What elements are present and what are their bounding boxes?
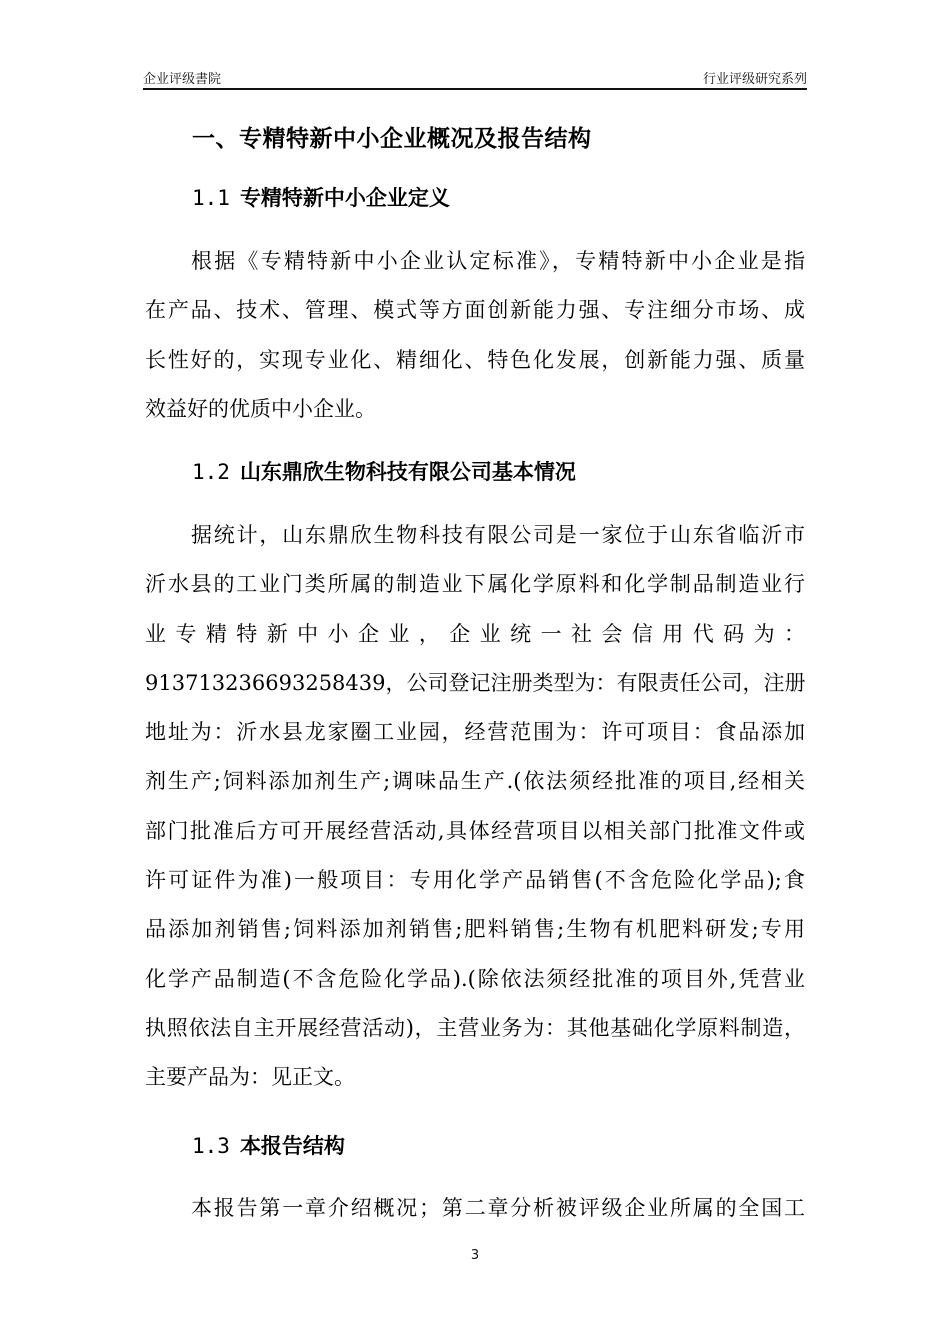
header-publisher: 企业评级書院 — [143, 72, 222, 87]
text-line: 剂生产;饲料添加剂生产;调味品生产.(依法须经批准的项目,经相关 — [145, 769, 805, 794]
page-header — [143, 68, 807, 88]
text-line: 部门批准后方可开展经营活动,具体经营项目以相关部门批准文件或 — [145, 818, 805, 843]
text-line: 化学产品制造(不含危险化学品).(除依法须经批准的项目外,凭营业 — [145, 966, 805, 991]
text-line: 效益好的优质中小企业。 — [145, 396, 376, 421]
text-line: 业专精特新中小企业，企业统一社会信用代码为： — [145, 621, 805, 646]
section-number: 1.1 — [192, 186, 230, 210]
text-line: 根据《专精特新中小企业认定标准》，专精特新中小企业是指 — [191, 249, 805, 273]
text-line: 据统计，山东鼎欣生物科技有限公司是一家位于山东省临沂市 — [191, 523, 805, 547]
text-line: 品添加剂销售;饲料添加剂销售;肥料销售;生物有机肥料研发;专用 — [145, 917, 805, 942]
paragraph-report-structure — [145, 1184, 805, 1233]
text-line: 地址为：沂水县龙家圈工业园，经营范围为：许可项目：食品添加 — [145, 720, 805, 745]
paragraph-definition — [145, 237, 805, 434]
section-title: 专精特新中小企业定义 — [239, 186, 450, 210]
header-divider — [143, 88, 807, 90]
text-line: 沂水县的工业门类所属的制造业下属化学原料和化学制品制造业行 — [145, 572, 805, 597]
section-heading-1-3 — [192, 1130, 345, 1160]
section-heading-1-1 — [192, 182, 450, 212]
page-number: 3 — [470, 1248, 480, 1263]
section-number: 1.3 — [192, 1134, 230, 1158]
chapter-title: 一、专精特新中小企业概况及报告结构 — [192, 126, 592, 152]
text-line: 本报告第一章介绍概况；第二章分析被评级企业所属的全国工 — [191, 1196, 805, 1220]
text-line: 在产品、技术、管理、模式等方面创新能力强、专注细分市场、成 — [145, 298, 805, 323]
section-title: 山东鼎欣生物科技有限公司基本情况 — [239, 460, 576, 484]
text-line: 主要产品为：见正文。 — [145, 1065, 355, 1090]
section-title: 本报告结构 — [239, 1134, 345, 1158]
text-line: 许可证件为准)一般项目：专用化学产品销售(不含危险化学品);食 — [145, 868, 805, 893]
text-line: 长性好的，实现专业化、精细化、特色化发展，创新能力强、质量 — [145, 347, 805, 372]
header-series: 行业评级研究系列 — [702, 72, 807, 87]
section-number: 1.2 — [192, 460, 230, 484]
paragraph-company-info — [145, 511, 805, 1103]
text-line: 913713236693258439，公司登记注册类型为：有限责任公司，注册 — [145, 670, 806, 695]
section-heading-1-2 — [192, 456, 576, 486]
text-line: 执照依法自主开展经营活动)，主营业务为：其他基础化学原料制造， — [145, 1015, 805, 1040]
